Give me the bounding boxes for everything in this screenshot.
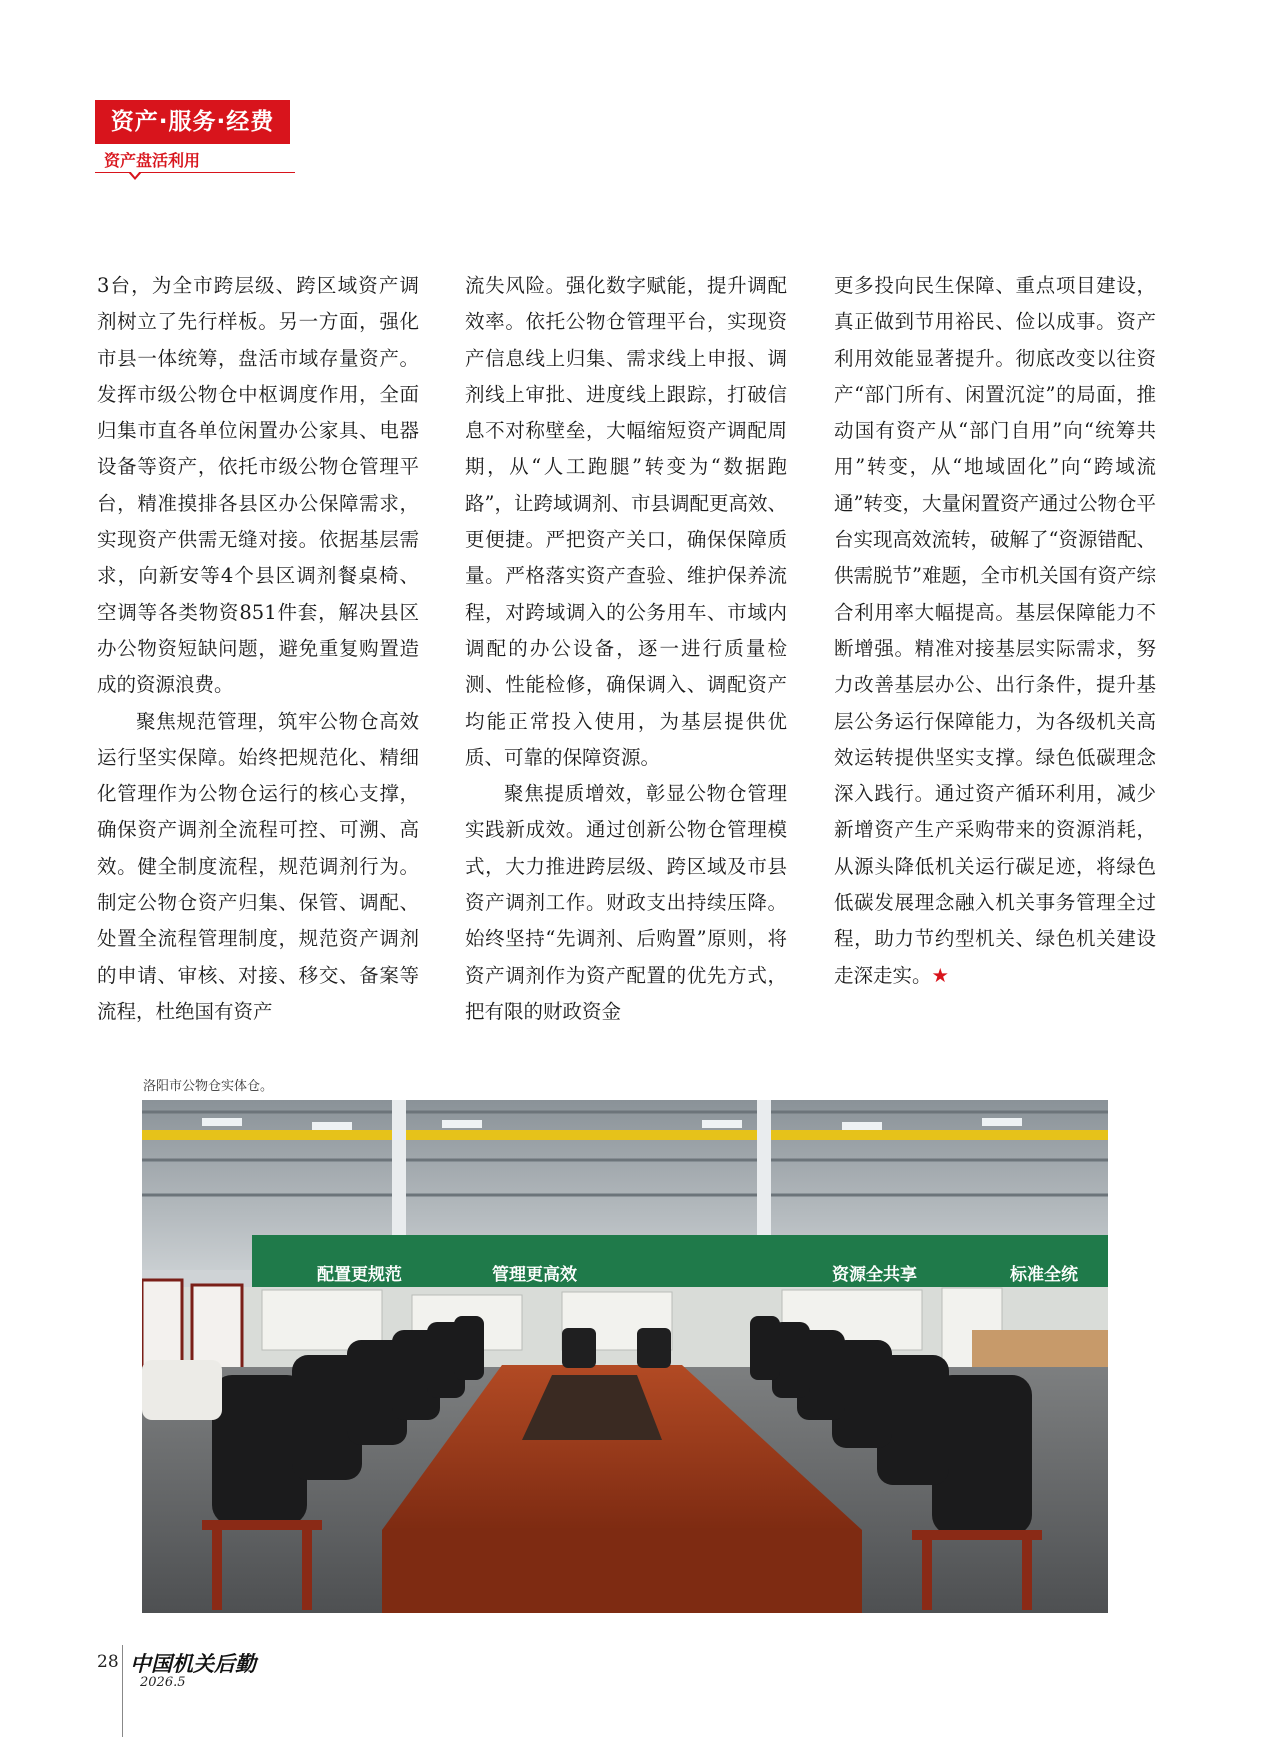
paragraph: 3台，为全市跨层级、跨区域资产调剂树立了先行样板。另一方面，强化市县一体统筹，盘活市域存量资产。发挥市级公物仓中枢调度作用，全面归集市直各单位闲置办公家具、电器设备等资产，依托市级公物仓管理平台，精准摸排各县区办公保障需求，实现资产供需无缝对接。依据基层需求，向新安等4个县区调剂餐桌椅、空调等各类物资851件套，解决县区办公物资短缺问题，避免重复购置造成的资源浪费。 <box>97 274 419 697</box>
text-column-1 <box>97 268 419 1030</box>
subtag-underline <box>95 172 295 173</box>
paragraph <box>834 268 1156 994</box>
end-star-icon: ★ <box>931 963 949 987</box>
banner-text-3: 资源全共享 <box>832 1265 917 1285</box>
photo-caption: 洛阳市公物仓实体仓。 <box>143 1079 274 1094</box>
issue-number: 2026.5 <box>140 1675 186 1690</box>
paragraph-text: 更多投向民生保障、重点项目建设，真正做到节用裕民、俭以成事。资产利用效能显著提升。彻底改变以往资产“部门所有、闲置沉淀”的局面，推动国有资产从“部门自用”向“统筹共用”转变，从“地域固化”向“跨域流通”转变，大量闲置资产通过公物仓平台实现高效流转，破解了“资源错配、供需脱节”难题，全市机关国有资产综合利用率大幅提高。基层保障能力不断增强。精准对接基层实际需求，努力改善基层办公、出行条件，提升基层公务运行保障能力，为各级机关高效运转提供坚实支撑。绿色低碳理念深入践行。通过资产循环利用，减少新增资产生产采购带来的资源消耗，从源头降低机关运行碳足迹，将绿色低碳发展理念融入机关事务管理全过程，助力节约型机关、绿色机关建设走深走实。 <box>834 274 1156 987</box>
text-column-3 <box>834 268 1156 994</box>
paragraph: 聚焦规范管理，筑牢公物仓高效运行坚实保障。始终把规范化、精细化管理作为公物仓运行的核心支撑，确保资产调剂全流程可控、可溯、高效。健全制度流程，规范调剂行为。制定公物仓资产归集、保管、调配、处置全流程管理制度，规范资产调剂的申请、审核、对接、移交、备案等流程，杜绝国有资产 <box>97 709 419 1023</box>
footer-divider <box>122 1645 123 1737</box>
section-tag: 资产·服务·经费 <box>95 100 290 144</box>
warehouse-photo <box>142 1100 1108 1613</box>
magazine-logo: 中国机关后勤 <box>130 1651 256 1676</box>
paragraph: 流失风险。强化数字赋能，提升调配效率。依托公物仓管理平台，实现资产信息线上归集、需求线上申报、调剂线上审批、进度线上跟踪，打破信息不对称壁垒，大幅缩短资产调配周期，从“人工跑腿”转变为“数据跑路”，让跨域调剂、市县调配更高效、更便捷。严把资产关口，确保保障质量。严格落实资产查验、维护保养流程，对跨域调入的公务用车、市域内调配的办公设备，逐一进行质量检测、性能检修，确保调入、调配资产均能正常投入使用，为基层提供优质、可靠的保障资源。 <box>465 274 787 769</box>
subtag-notch-icon <box>128 172 142 180</box>
banner-text-2: 管理更高效 <box>492 1265 577 1285</box>
paragraph: 聚焦提质增效，彰显公物仓管理实践新成效。通过创新公物仓管理模式，大力推进跨层级、跨区域及市县资产调剂工作。财政支出持续压降。始终坚持“先调剂、后购置”原则，将资产调剂作为资产配置的优先方式，把有限的财政资金 <box>465 782 787 1023</box>
page-number: 28 <box>97 1652 119 1672</box>
section-subtag: 资产盘活利用 <box>104 151 201 170</box>
banner-text-4: 标准全统 <box>1010 1265 1078 1285</box>
banner-text-1: 配置更规范 <box>317 1265 402 1285</box>
text-column-2 <box>465 268 787 1030</box>
